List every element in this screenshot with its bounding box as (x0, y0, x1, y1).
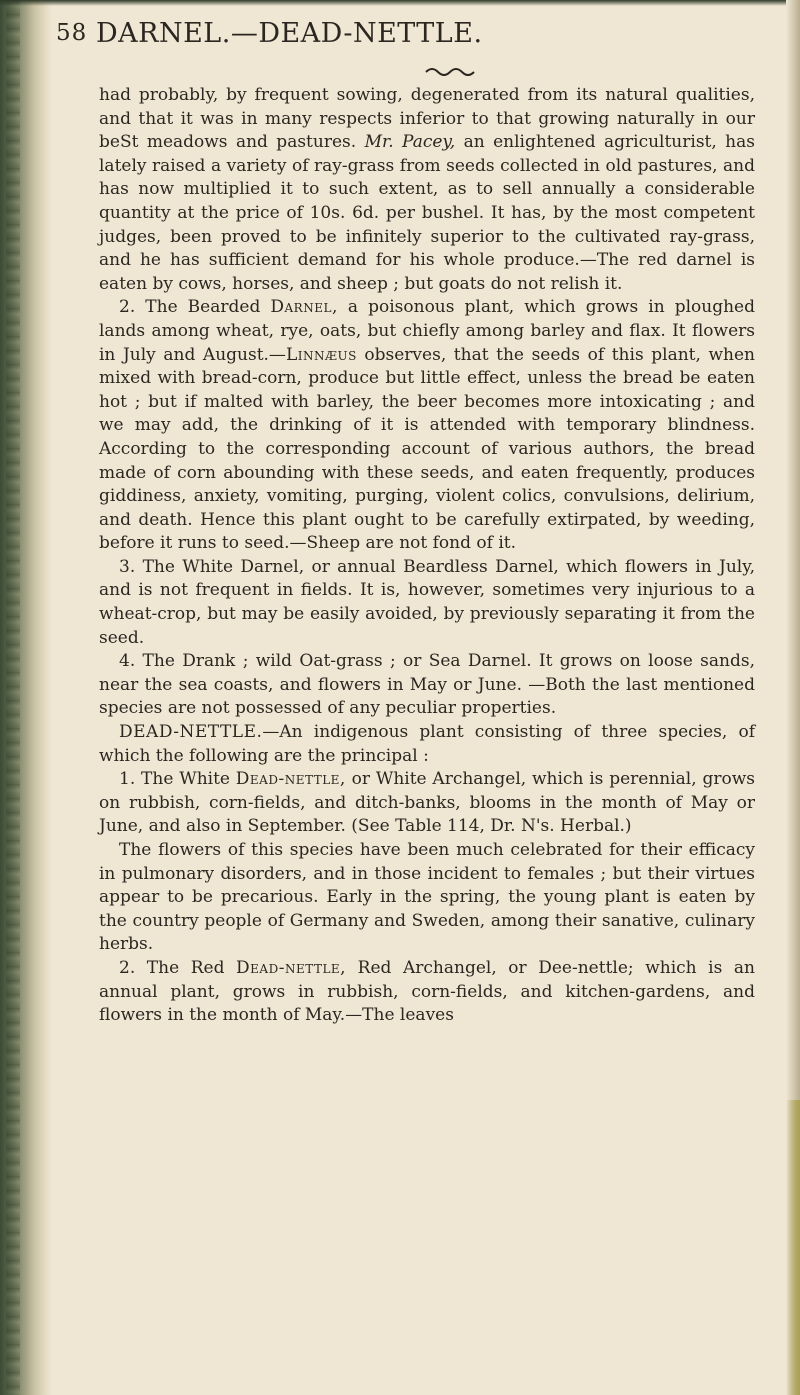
paragraph-red-dead-nettle: 2. The Red Dead-nettle, Red Archangel, or Dee-nettle; which is an annual plant, grows in rubbish, corn-fields, and kitchen-gardens, and flowers in the month of May.—The leaves (99, 957, 756, 1026)
paragraph-drank: 4. The Drank ; wild Oat-grass ; or Sea Darnel. It grows on loose sands, near the sea coasts, and flowers in May or June. —Both the last mentioned species are not possessed of any peculiar properties. (99, 651, 755, 719)
paragraph-ray-grass: had probably, by frequent sowing, degenerated from its natural qualities, and that it was in many respects inferior to that growing naturally in our beSt meadows and pastures. Mr. Pacey, an enlightened agriculturist, has lately raised a variety of ray-grass from seeds collected in old pastures, and has now multiplied it to such extent, as to sell annually a considerable quantity at the price of 10s. 6d. per bushel. It has, by the most competent judges, been proved to be infinitely superior to the cultivated ray-grass, and he has sufficient demand for his whole produce.—The red darnel is eaten by cows, horses, and sheep ; but goats do not relish it. (99, 85, 755, 294)
body-text (99, 84, 755, 1028)
binding-gutter (0, 0, 52, 1395)
entry-heading: DEAD-NETTLE. (119, 722, 263, 743)
paragraph-white-darnel: 3. The White Darnel, or annual Beardless Darnel, which flowers in July, and is not frequent in fields. It is, however, sometimes very injurious to a wheat-crop, but may be easily avoided, by previously separating it from the seed. (99, 556, 755, 648)
paragraph-dead-nettle: DEAD-NETTLE.—An indigenous plant consisting of three species, of which the following are the principal : (99, 722, 755, 766)
running-title: DARNEL.—DEAD-NETTLE. (96, 18, 483, 49)
ornament-icon (424, 66, 480, 76)
paragraph-white-dead-nettle: 1. The White Dead-nettle, or White Archangel, which is perennial, grows on rubbish, corn-fields, and ditch-banks, blooms in the month of May or June, and also in September. (See Table 114, Dr. N's. Herbal.) (99, 769, 755, 837)
paragraph-flowers: The flowers of this species have been much celebrated for their efficacy in pulmonary disorders, and in those incident to females ; but their virtues appear to be precarious. Early in the spring, the young plant is eaten by the country people of Germany and Sweden, among their sanative, culinary herbs. (99, 840, 755, 955)
paragraph-bearded-darnel: 2. The Bearded Darnel, a poisonous plant, which grows in ploughed lands among wheat, rye, oats, but chiefly among barley and flax. It flowers in July and August.—Linnæus observes, that the seeds of this plant, when mixed with bread-corn, produce but little effect, unless the bread be eaten hot ; but if malted with barley, the beer becomes more intoxicating ; and we may add, the drinking of it is attended with temporary blindness. According to the corresponding account of various authors, the bread made of corn abounding with these seeds, and eaten frequently, produces giddiness, anxiety, vomiting, purging, violent colics, convulsions, delirium, and death. Hence this plant ought to be carefully extirpated, by weeding, before it runs to seed.—Sheep are not fond of it. (99, 297, 756, 554)
page-number: 58 (56, 20, 88, 46)
page-right-edge (786, 0, 800, 1395)
page-header (56, 6, 756, 52)
